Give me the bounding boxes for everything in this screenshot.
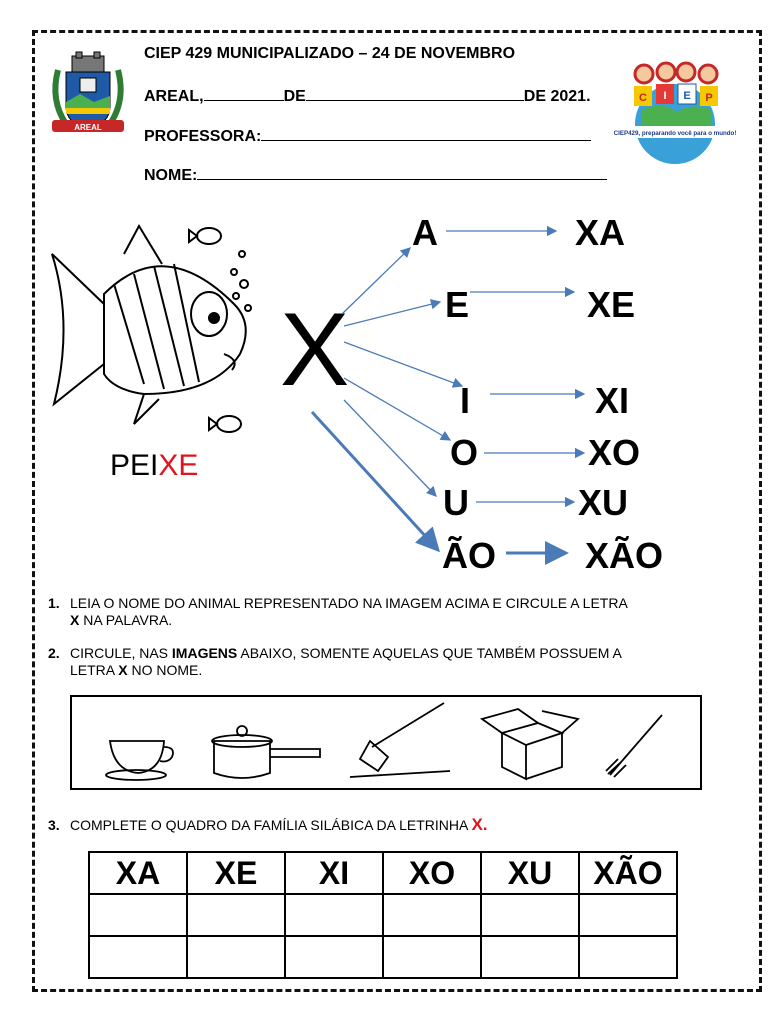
question-2	[48, 645, 708, 679]
logo-letter-p: P	[705, 92, 713, 104]
question-3	[48, 816, 708, 834]
table-header-cell: XA	[89, 852, 187, 894]
date-suffix: DE 2021.	[523, 88, 591, 105]
table-header-row	[89, 852, 677, 894]
date-mid: DE	[283, 88, 306, 105]
syllable-xe: XE	[587, 284, 636, 325]
teacup-icon[interactable]	[106, 741, 173, 780]
vowel-a: A	[412, 212, 438, 253]
syllable-xu: XU	[578, 482, 629, 523]
question-2-number: 2.	[48, 645, 60, 661]
blank-cell[interactable]	[481, 936, 579, 978]
teacher-line	[144, 126, 591, 146]
vowel-u: U	[443, 482, 469, 523]
day-blank[interactable]	[204, 86, 284, 101]
fish-word-prefix: PEI	[110, 449, 159, 482]
pictures-box	[70, 695, 702, 790]
blank-cell[interactable]	[383, 936, 481, 978]
name-blank[interactable]	[197, 165, 607, 180]
syllable-table	[88, 851, 678, 979]
month-blank[interactable]	[306, 86, 524, 101]
question-3-number: 3.	[48, 817, 60, 833]
teacher-blank[interactable]	[261, 126, 591, 141]
blank-cell[interactable]	[89, 894, 187, 936]
pot-icon[interactable]	[212, 726, 320, 778]
blank-cell[interactable]	[89, 936, 187, 978]
box-icon[interactable]	[482, 709, 578, 779]
question-3-text: COMPLETE O QUADRO DA FAMÍLIA SILÁBICA DA LETRINHA	[70, 817, 468, 833]
table-row	[89, 936, 677, 978]
blank-cell[interactable]	[383, 894, 481, 936]
question-2-text-d: NO NOME.	[131, 662, 203, 678]
pictures-row	[72, 697, 700, 788]
fish-illustration	[44, 214, 258, 450]
question-2-text-b: ABAIXO, SOMENTE AQUELAS QUE TAMBÉM POSSUEM A	[240, 645, 622, 661]
logo-letter-c: C	[639, 92, 647, 104]
areal-coat-of-arms-logo	[44, 50, 132, 136]
syllable-xa: XA	[575, 212, 626, 253]
syllable-xao: XÃO	[585, 535, 664, 576]
question-2-bold2: X	[118, 662, 128, 678]
date-line	[144, 86, 591, 106]
school-title: CIEP 429 MUNICIPALIZADO – 24 DE NOVEMBRO	[144, 45, 516, 62]
blank-cell[interactable]	[187, 936, 285, 978]
vowel-i: I	[460, 380, 471, 421]
blank-cell[interactable]	[187, 894, 285, 936]
question-1-text-a: LEIA O NOME DO ANIMAL REPRESENTADO NA IMAGEM ACIMA E CIRCULE A LETRA	[70, 595, 628, 611]
date-prefix: AREAL,	[144, 88, 204, 105]
logo-caption: CIEP429, preparando você para o mundo!	[613, 130, 737, 137]
blank-cell[interactable]	[481, 894, 579, 936]
table-header-cell: XÃO	[579, 852, 677, 894]
name-line	[144, 165, 607, 185]
hoe-icon[interactable]	[350, 703, 450, 777]
vowel-e: E	[445, 284, 470, 325]
logo-areal-text: AREAL	[74, 123, 102, 132]
syllable-xi: XI	[595, 380, 630, 421]
table-header-cell: XO	[383, 852, 481, 894]
blank-cell[interactable]	[579, 936, 677, 978]
vowel-ao: ÃO	[442, 535, 496, 576]
teacher-label: PROFESSORA:	[144, 128, 262, 145]
blank-cell[interactable]	[579, 894, 677, 936]
name-label: NOME:	[144, 167, 198, 184]
table-header-cell: XI	[285, 852, 383, 894]
question-2-bold: IMAGENS	[171, 645, 238, 661]
question-1-bold: X	[70, 612, 80, 628]
question-1	[48, 595, 708, 629]
question-3-highlight: X.	[471, 815, 488, 834]
question-1-text-b: NA PALAVRA.	[83, 612, 173, 628]
blank-cell[interactable]	[285, 936, 383, 978]
fork-icon[interactable]	[606, 715, 662, 777]
ciep-kids-logo	[613, 50, 737, 138]
question-1-number: 1.	[48, 595, 60, 611]
syllable-xo: XO	[588, 432, 641, 473]
logo-letter-i: I	[663, 90, 667, 102]
blank-cell[interactable]	[285, 894, 383, 936]
question-2-text-c: LETRA	[70, 662, 115, 678]
fish-word-highlight: XE	[158, 449, 199, 482]
question-2-text-a: CIRCULE, NAS	[70, 645, 169, 661]
big-letter-x: X	[280, 292, 350, 408]
table-row	[89, 894, 677, 936]
vowel-o: O	[450, 432, 479, 473]
table-header-cell: XU	[481, 852, 579, 894]
fish-word	[110, 449, 198, 483]
logo-letter-e: E	[683, 90, 691, 102]
table-header-cell: XE	[187, 852, 285, 894]
